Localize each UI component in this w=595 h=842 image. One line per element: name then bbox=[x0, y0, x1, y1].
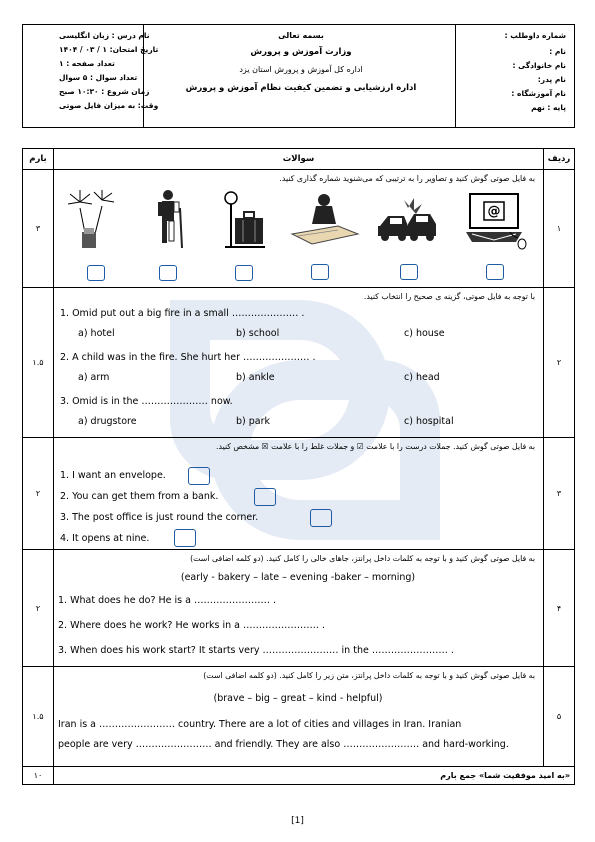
q2-item-1-option-b[interactable]: b) school bbox=[236, 328, 280, 339]
q4-instruction: به فایل صوتی گوش کنید و با توجه به کلمات داخل پرانتز، جاهای خالی را کامل کنید. (دو کلمه اضافی است) bbox=[190, 554, 535, 563]
q4-word-bank: (early - bakery – late – evening -baker – morning) bbox=[180, 572, 416, 583]
q2-item-3-text: 3. Omid is in the ………………… now. bbox=[60, 396, 233, 407]
injured-person-icon bbox=[148, 188, 188, 250]
q4-item-1: 1. What does he do? He is a …………………… . bbox=[58, 595, 277, 606]
q1-instruction: به فایل صوتی گوش کنید و تصاویر را به ترتیبی که می‌شنوید شماره گذاری کنید. bbox=[279, 174, 535, 183]
question-2 bbox=[54, 288, 544, 438]
office-title: اداره ارزشیابی و تضمین کیفیت نظام آموزش و پرورش bbox=[185, 83, 417, 93]
q3-item-2: 2. You can get them from a bank. bbox=[60, 491, 219, 502]
row-column-header: ردیف bbox=[544, 149, 575, 170]
q3-item-4-checkbox[interactable] bbox=[174, 529, 196, 547]
q3-item-1-checkbox[interactable] bbox=[188, 467, 210, 485]
q3-mark: ۲ bbox=[23, 438, 54, 550]
q1-answer-box-counter[interactable] bbox=[311, 264, 329, 280]
q2-item-3-option-a[interactable]: a) drugstore bbox=[78, 416, 137, 427]
pages-label: تعداد صفحه : ۱ bbox=[59, 59, 115, 68]
q1-answer-box-luggage[interactable] bbox=[235, 265, 253, 281]
q5-mark: ۱.۵ bbox=[23, 667, 54, 767]
q2-number: ۲ bbox=[544, 288, 575, 438]
subject-label: نام درس : زبان انگلیسی bbox=[59, 31, 150, 40]
q5-text-line-2: people are very …………………… and friendly. They are also …………………… and hard-working. bbox=[58, 739, 509, 750]
q2-item-1-option-c[interactable]: c) house bbox=[404, 328, 445, 339]
family-label: نام خانوادگی : bbox=[512, 61, 566, 70]
q2-instruction: با توجه به فایل صوتی، گزینه ی صحیح را انتخاب کنید. bbox=[363, 292, 535, 301]
student-number-label: شماره داوطلب : bbox=[504, 31, 566, 40]
question-1 bbox=[54, 170, 544, 288]
name-label: نام : bbox=[549, 47, 566, 56]
q5-word-bank: (brave – big – great – kind - helpful) bbox=[213, 693, 383, 704]
grade-label: پایه : نهم bbox=[531, 103, 566, 112]
mark-column-header: بارم bbox=[23, 149, 54, 170]
duration-label: وقت: به میزان فایل صوتی bbox=[59, 101, 159, 110]
q4-item-3: 3. When does his work start? It starts very …………………… in the …………………… . bbox=[58, 645, 454, 656]
q1-number: ۱ bbox=[544, 170, 575, 288]
q3-item-1: 1. I want an envelope. bbox=[60, 470, 166, 481]
q4-item-2: 2. Where does he work? He works in a …………………… . bbox=[58, 620, 326, 631]
q1-answer-box-computer[interactable] bbox=[486, 264, 504, 280]
q3-item-3-checkbox[interactable] bbox=[310, 509, 332, 527]
q3-instruction: به فایل صوتی گوش کنید. جملات درست را با علامت ☑ و جملات غلط را با علامت ☒ مشخص کنید. bbox=[216, 442, 535, 451]
q2-item-2-text: 2. A child was in the fire. She hurt her ………………… . bbox=[60, 352, 316, 363]
questions-count-label: تعداد سوال : ۵ سوال bbox=[59, 73, 138, 82]
q1-mark: ۳ bbox=[23, 170, 54, 288]
q2-item-1-text: 1. Omid put out a big fire in a small ………………… . bbox=[60, 308, 305, 319]
q2-mark: ۱.۵ bbox=[23, 288, 54, 438]
basmala: بسمه تعالی bbox=[278, 31, 324, 40]
questions-table bbox=[22, 148, 575, 785]
q2-item-2-option-a[interactable]: a) arm bbox=[78, 372, 110, 383]
q2-item-2-option-b[interactable]: b) ankle bbox=[236, 372, 275, 383]
start-time-label: زمان شروع : ۱۰:۳۰ صبح bbox=[59, 87, 150, 96]
q5-instruction: به فایل صوتی گوش کنید و با توجه به کلمات داخل پرانتز، متن زیر را کامل کنید. (دو کلمه اضافی است) bbox=[203, 671, 535, 680]
q5-text-line-1: Iran is a …………………… country. There are a lot of cities and villages in Iran. Iranian bbox=[58, 719, 462, 730]
q4-mark: ۲ bbox=[23, 550, 54, 667]
header-divider-right bbox=[455, 25, 456, 127]
ministry-title: وزارت آموزش و پرورش bbox=[250, 47, 352, 57]
q3-number: ۳ bbox=[544, 438, 575, 550]
fireworks-icon bbox=[62, 188, 118, 250]
q2-item-1-option-a[interactable]: a) hotel bbox=[78, 328, 115, 339]
q4-number: ۴ bbox=[544, 550, 575, 667]
person-at-counter-icon bbox=[288, 190, 360, 250]
q3-item-3: 3. The post office is just round the corner. bbox=[60, 512, 259, 523]
q2-item-3-option-b[interactable]: b) park bbox=[236, 416, 271, 427]
q3-item-2-checkbox[interactable] bbox=[254, 488, 276, 506]
question-3 bbox=[54, 438, 544, 550]
total-label: «به امید موفقیت شما» جمع بارم bbox=[54, 767, 575, 785]
exam-header bbox=[22, 24, 575, 128]
q2-item-2-option-c[interactable]: c) head bbox=[404, 372, 440, 383]
computer-email-icon bbox=[464, 192, 528, 250]
q1-answer-box-injured[interactable] bbox=[159, 265, 177, 281]
q3-item-4: 4. It opens at nine. bbox=[60, 533, 150, 544]
question-5 bbox=[54, 667, 544, 767]
car-accident-icon bbox=[376, 196, 438, 246]
page-number: [1] bbox=[291, 816, 304, 826]
school-label: نام آموزشگاه : bbox=[511, 89, 566, 98]
question-4 bbox=[54, 550, 544, 667]
date-label: تاریخ امتحان: ۱ / ۰۳ / ۱۴۰۴ bbox=[59, 45, 159, 54]
q2-item-3-option-c[interactable]: c) hospital bbox=[404, 416, 454, 427]
questions-column-header: سوالات bbox=[54, 149, 544, 170]
q1-answer-box-car[interactable] bbox=[400, 264, 418, 280]
q1-answer-box-fireworks[interactable] bbox=[87, 265, 105, 281]
header-divider-left bbox=[143, 25, 144, 127]
svg-text:@: @ bbox=[487, 204, 501, 219]
province-title: اداره کل آموزش و پرورش استان یزد bbox=[239, 65, 363, 74]
father-label: نام پدر: bbox=[537, 75, 566, 84]
total-mark: ۱۰ bbox=[23, 767, 54, 785]
q5-number: ۵ bbox=[544, 667, 575, 767]
luggage-scale-icon bbox=[217, 190, 267, 250]
